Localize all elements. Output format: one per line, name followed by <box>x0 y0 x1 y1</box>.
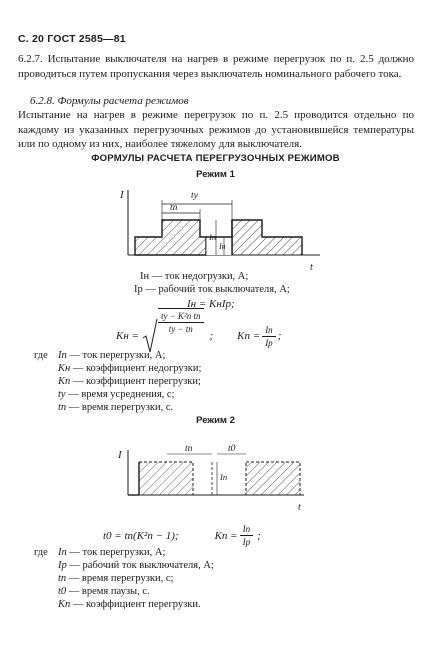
mode2-kp-lhs: Kп = <box>214 529 238 542</box>
mode2-formula <box>103 524 261 547</box>
def-row: Kп — коэффициент перегрузки. <box>58 599 201 610</box>
def-row: t0 — время паузы, с. <box>58 586 150 597</box>
def-row: Iр — рабочий ток выключателя, А; <box>58 560 214 571</box>
mode2-kp-semicolon: ; <box>257 529 261 542</box>
kp-lhs: Kп = <box>237 330 261 342</box>
mode2-label-tp: tп <box>185 444 193 454</box>
def-row: Kн — коэффициент недогрузки; <box>58 363 202 374</box>
kn-numerator: tу − K²п tп <box>158 311 204 323</box>
mode2-axis-i-label: I <box>118 449 122 461</box>
section-title: ФОРМУЛЫ РАСЧЕТА ПЕРЕГРУЗОЧНЫХ РЕЖИМОВ <box>91 153 340 164</box>
mode2-title: Режим 2 <box>196 415 235 426</box>
mode2-label-ip: Iп <box>220 472 228 482</box>
page-header: С. 20 ГОСТ 2585—81 <box>18 33 126 45</box>
mode2-label-t0: t0 <box>228 444 236 454</box>
def-row: Iп — ток перегрузки, А; <box>58 547 166 558</box>
mode2-where: где <box>34 547 48 558</box>
kp-semicolon: ; <box>277 330 282 342</box>
def-row: Iп — ток перегрузки, А; <box>58 350 166 361</box>
mode2-pulse-2 <box>246 462 300 495</box>
mode1-formula-in: Iн = KнIр; <box>187 298 235 310</box>
mode1-label-in: Iн <box>219 242 226 251</box>
kn-denominator: tу − tп <box>168 324 193 334</box>
mode1-legend-in: Iн — ток недогрузки, А; <box>140 271 249 282</box>
mode1-axis-t-label: t <box>310 262 313 273</box>
paragraph-6-2-8: Испытание на нагрев в режиме перегрузок по п. 2.5 проводится отдельно по каждому из указанных перегрузочных режимов до установившейся температуры или по одному из них, наиболее тяжелому для выключателя. <box>18 109 414 150</box>
mode1-axis-i-label: I <box>120 189 124 201</box>
mode2-kp-denominator: Iр <box>242 537 251 547</box>
def-row: tу — время усреднения, с; <box>58 389 175 400</box>
mode2-pulse-1 <box>139 462 193 495</box>
def-row: Kп — коэффициент перегрузки; <box>58 376 201 387</box>
mode1-label-ip: Iп <box>209 232 217 242</box>
kn-lhs: Kн = <box>116 330 139 342</box>
t0-formula: t0 = tп(K²п − 1); <box>103 529 179 542</box>
kp-numerator: Iп <box>262 325 276 337</box>
mode1-title: Режим 1 <box>196 169 235 180</box>
mode1-legend-ip: Iр — рабочий ток выключателя, А; <box>134 284 290 295</box>
mode1-label-ty: tу <box>191 191 198 201</box>
mode1-definitions <box>58 349 201 414</box>
kp-denominator: Iр <box>265 337 273 348</box>
mode1-where: где <box>34 350 48 361</box>
mode2-definitions <box>58 546 214 611</box>
mode2-axis-t-label: t <box>298 502 301 513</box>
def-row: tп — время перегрузки, с; <box>58 573 174 584</box>
mode1-hatched-block-1 <box>135 220 206 255</box>
mode2-diagram <box>112 440 312 520</box>
paragraph-6-2-7: 6.2.7. Испытание выключателя на нагрев в режиме перегрузок по п. 2.5 должно проводиться путем пропускания через выключатель номинального рабочего тока. <box>18 53 414 80</box>
kn-semicolon: ; <box>209 330 214 342</box>
def-row: tп — время перегрузки, с. <box>58 402 174 413</box>
mode2-kp-numerator: Iп <box>240 524 254 536</box>
mode1-hatched-block-2 <box>232 220 302 255</box>
heading-6-2-8: 6.2.8. Формулы расчета режимов <box>30 95 189 107</box>
mode1-diagram <box>120 180 330 275</box>
mode1-label-tp: tп <box>170 203 178 213</box>
